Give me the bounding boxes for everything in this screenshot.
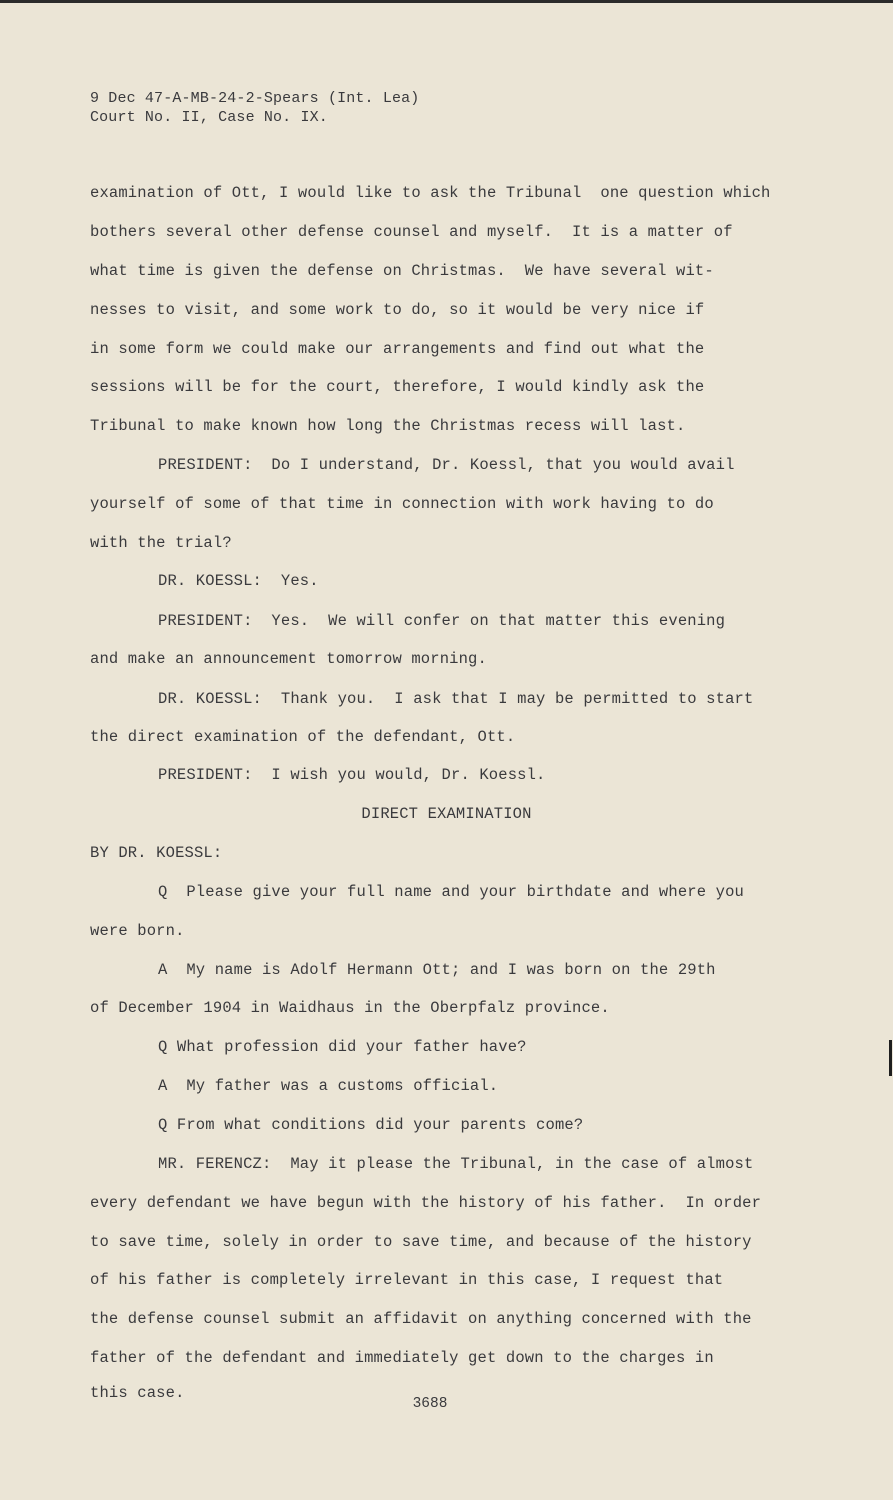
body-line: the direct examination of the defendant, Ott. [90,728,516,746]
body-line: bothers several other defense counsel and myself. It is a matter of [90,223,733,241]
answer-line: A My name is Adolf Hermann Ott; and I was born on the 29th [158,961,716,979]
page-number: 3688 [412,1396,448,1412]
question-line: Q What profession did your father have? [158,1038,527,1056]
body-line: Tribunal to make known how long the Christmas recess will last. [90,417,686,435]
page-top-edge [0,0,893,3]
body-line: yourself of some of that time in connection with work having to do [90,495,714,513]
body-line: the defense counsel submit an affidavit on anything concerned with the [90,1310,752,1328]
body-line: sessions will be for the court, therefore, I would kindly ask the [90,378,705,396]
body-line: with the trial? [90,534,232,552]
body-line: and make an announcement tomorrow morning. [90,650,487,668]
body-line: examination of Ott, I would like to ask the Tribunal one question which [90,184,771,202]
speaker-line-koessl: DR. KOESSL: Yes. [158,572,319,590]
body-line: were born. [90,922,185,940]
body-line: nesses to visit, and some work to do, so it would be very nice if [90,301,705,319]
body-line: father of the defendant and immediately get down to the charges in [90,1349,714,1367]
section-heading: DIRECT EXAMINATION [361,805,532,823]
header-line-1: 9 Dec 47-A-MB-24-2-Spears (Int. Lea) [90,90,420,107]
body-line: of December 1904 in Waidhaus in the Oberpfalz province. [90,999,610,1017]
header-line-2: Court No. II, Case No. IX. [90,109,328,126]
speaker-line-president: PRESIDENT: Yes. We will confer on that matter this evening [158,612,726,630]
speaker-line-koessl: DR. KOESSL: Thank you. I ask that I may be permitted to start [158,690,754,708]
speaker-line-ferencz: MR. FERENCZ: May it please the Tribunal, in the case of almost [158,1155,754,1173]
body-line: of his father is completely irrelevant in this case, I request that [90,1271,724,1289]
body-line: what time is given the defense on Christmas. We have several wit- [90,262,714,280]
speaker-line-president: PRESIDENT: Do I understand, Dr. Koessl, that you would avail [158,456,735,474]
body-line: in some form we could make our arrangements and find out what the [90,340,705,358]
examiner-line: BY DR. KOESSL: [90,844,223,862]
body-line: every defendant we have begun with the history of his father. In order [90,1194,762,1212]
body-line: to save time, solely in order to save time, and because of the history [90,1233,752,1251]
question-line: Q Please give your full name and your birthdate and where you [158,883,744,901]
answer-line: A My father was a customs official. [158,1077,499,1095]
question-line: Q From what conditions did your parents come? [158,1116,584,1134]
speaker-line-president: PRESIDENT: I wish you would, Dr. Koessl. [158,766,546,784]
body-line: this case. [90,1384,185,1402]
page-edge-mark [889,1040,892,1076]
